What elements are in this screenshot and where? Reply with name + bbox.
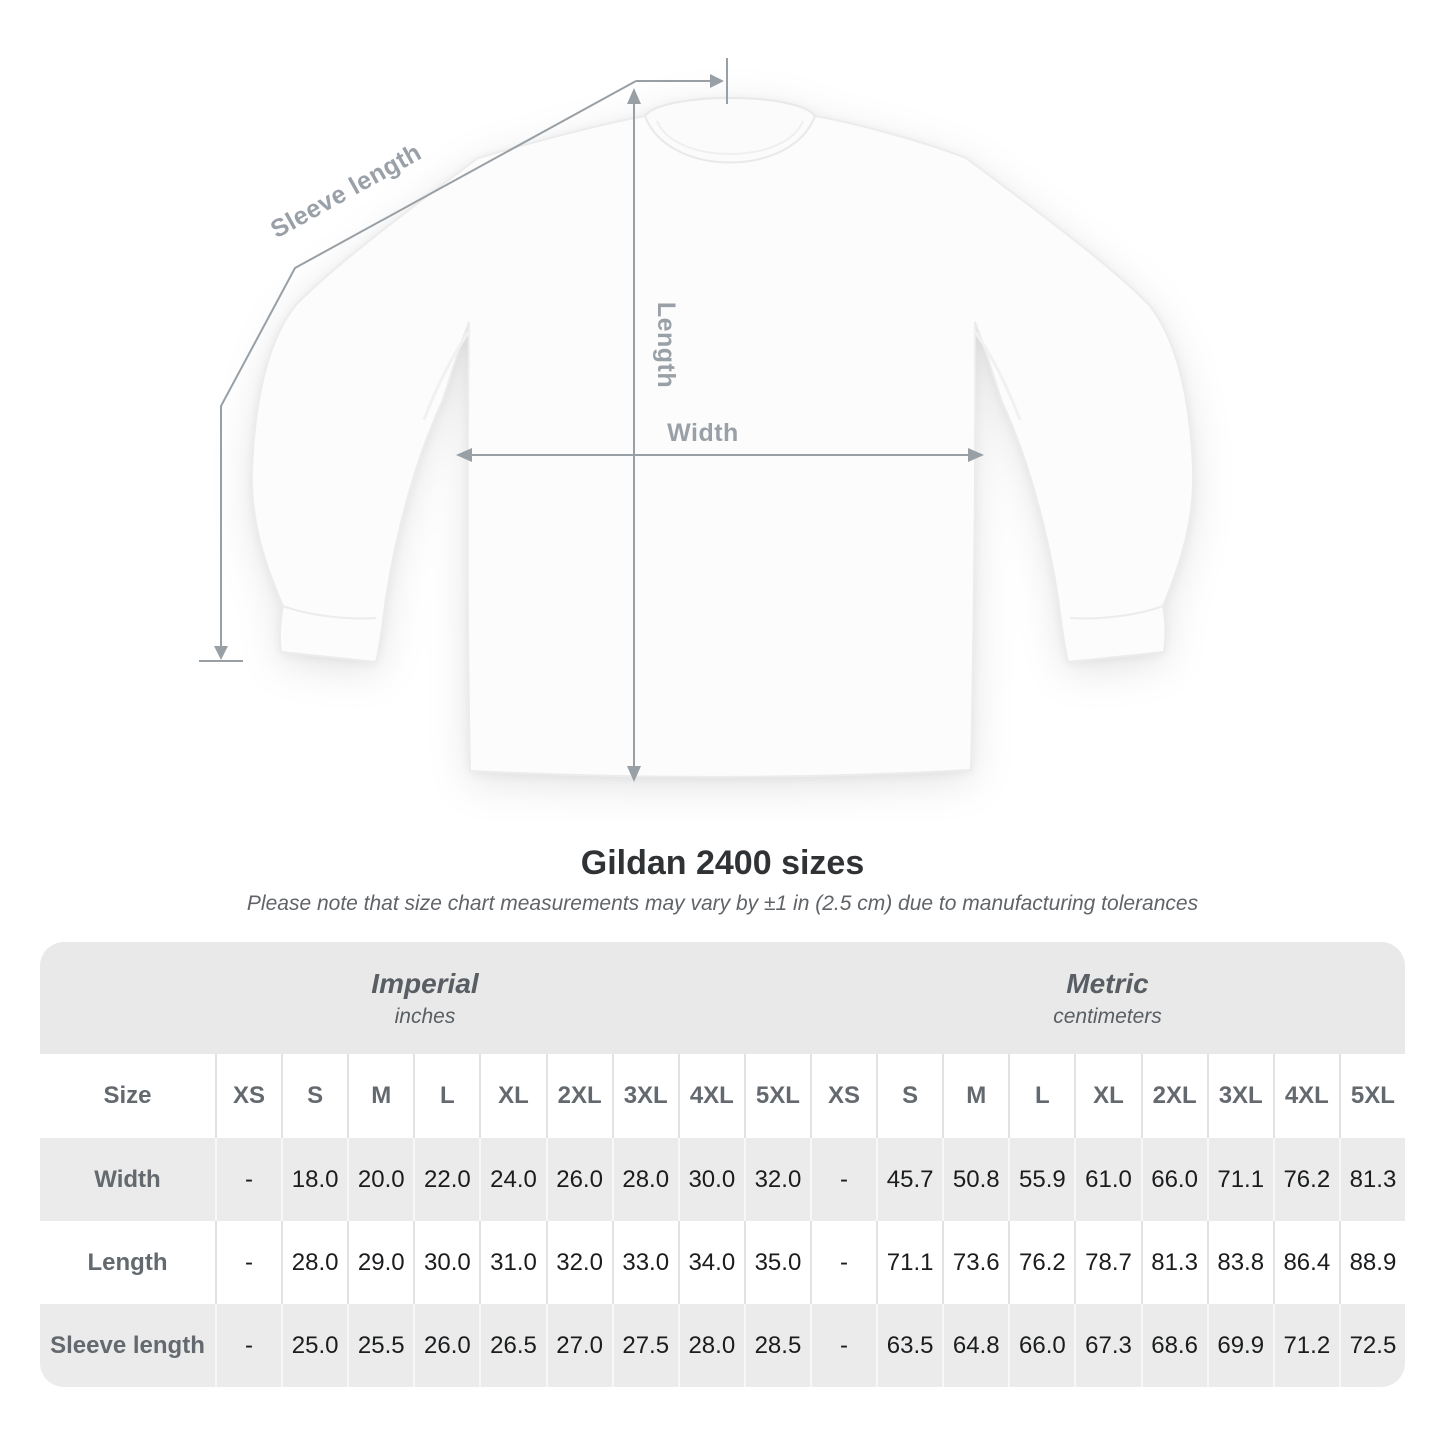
size-header-metric-4xl: 4XL: [1273, 1054, 1339, 1138]
table-cell: -: [810, 1221, 876, 1304]
width-label: Width: [667, 419, 739, 447]
table-cell: 67.3: [1074, 1304, 1140, 1387]
row-label-sleeve-length: Sleeve length: [50, 1331, 205, 1359]
table-cell: 50.8: [942, 1138, 1008, 1221]
size-table: [40, 942, 1405, 1387]
table-cell: 28.0: [612, 1138, 678, 1221]
table-cell: -: [810, 1304, 876, 1387]
table-cell: 22.0: [413, 1138, 479, 1221]
table-cell: -: [810, 1138, 876, 1221]
table-cell: -: [215, 1138, 281, 1221]
table-cell: 86.4: [1273, 1221, 1339, 1304]
size-header-metric-m: M: [942, 1054, 1008, 1138]
metric-unit: centimeters: [1053, 1004, 1162, 1028]
size-col-header: Size: [103, 1082, 152, 1109]
table-cell: 32.0: [744, 1138, 810, 1221]
metric-title: Metric: [1066, 967, 1149, 999]
size-header-metric-5xl: 5XL: [1339, 1054, 1405, 1138]
table-cell: -: [215, 1304, 281, 1387]
size-header-imperial-xs: XS: [215, 1054, 281, 1138]
table-cell: 76.2: [1273, 1138, 1339, 1221]
table-cell: 30.0: [678, 1138, 744, 1221]
row-label-length: Length: [87, 1248, 168, 1276]
table-cell: 72.5: [1339, 1304, 1405, 1387]
table-cell: 55.9: [1008, 1138, 1074, 1221]
table-cell: 18.0: [281, 1138, 347, 1221]
table-cell: 27.5: [612, 1304, 678, 1387]
table-cell: 33.0: [612, 1221, 678, 1304]
size-header-imperial-5xl: 5XL: [744, 1054, 810, 1138]
table-cell: 61.0: [1074, 1138, 1140, 1221]
table-row-sleeve-length: [40, 1304, 1405, 1387]
table-cell: 81.3: [1141, 1221, 1207, 1304]
size-header-row: [40, 1054, 1405, 1138]
imperial-title: Imperial: [371, 967, 479, 999]
size-header-imperial-m: M: [347, 1054, 413, 1138]
row-label-width: Width: [94, 1165, 161, 1193]
size-header-imperial-l: L: [413, 1054, 479, 1138]
table-cell: 73.6: [942, 1221, 1008, 1304]
size-header-metric-3xl: 3XL: [1207, 1054, 1273, 1138]
table-cell: 28.0: [678, 1304, 744, 1387]
table-cell: 25.5: [347, 1304, 413, 1387]
tolerance-note: Please note that size chart measurements may vary by ±1 in (2.5 cm) due to manufacturing tolerances: [246, 892, 1199, 915]
size-header-metric-l: L: [1008, 1054, 1074, 1138]
table-cell: 26.0: [413, 1304, 479, 1387]
table-cell: 76.2: [1008, 1221, 1074, 1304]
size-header-imperial-xl: XL: [479, 1054, 545, 1138]
table-cell: 27.0: [546, 1304, 612, 1387]
table-cell: 45.7: [876, 1138, 942, 1221]
table-cell: 28.5: [744, 1304, 810, 1387]
table-cell: 32.0: [546, 1221, 612, 1304]
table-cell: 34.0: [678, 1221, 744, 1304]
size-header-imperial-4xl: 4XL: [678, 1054, 744, 1138]
table-cell: 26.0: [546, 1138, 612, 1221]
table-cell: 78.7: [1074, 1221, 1140, 1304]
table-cell: 83.8: [1207, 1221, 1273, 1304]
table-cell: 31.0: [479, 1221, 545, 1304]
metric-header: [810, 942, 1405, 1054]
page-title: Gildan 2400 sizes: [580, 844, 865, 882]
table-cell: 69.9: [1207, 1304, 1273, 1387]
size-header-imperial-s: S: [281, 1054, 347, 1138]
unit-header-band: [40, 942, 1405, 1054]
table-cell: 26.5: [479, 1304, 545, 1387]
table-cell: 64.8: [942, 1304, 1008, 1387]
table-row-width: [40, 1138, 1405, 1221]
table-cell: 68.6: [1141, 1304, 1207, 1387]
table-cell: 29.0: [347, 1221, 413, 1304]
table-cell: 71.1: [876, 1221, 942, 1304]
imperial-header: [40, 942, 810, 1054]
table-cell: 24.0: [479, 1138, 545, 1221]
table-cell: 81.3: [1339, 1138, 1405, 1221]
table-row-length: [40, 1221, 1405, 1304]
size-header-imperial-2xl: 2XL: [546, 1054, 612, 1138]
table-cell: 30.0: [413, 1221, 479, 1304]
size-header-metric-s: S: [876, 1054, 942, 1138]
table-cell: 66.0: [1141, 1138, 1207, 1221]
table-cell: 63.5: [876, 1304, 942, 1387]
size-header-metric-2xl: 2XL: [1141, 1054, 1207, 1138]
size-header-metric-xl: XL: [1074, 1054, 1140, 1138]
table-cell: 20.0: [347, 1138, 413, 1221]
table-cell: 71.1: [1207, 1138, 1273, 1221]
table-cell: -: [215, 1221, 281, 1304]
size-header-imperial-3xl: 3XL: [612, 1054, 678, 1138]
imperial-unit: inches: [394, 1004, 456, 1028]
length-label: Length: [652, 301, 680, 389]
table-cell: 66.0: [1008, 1304, 1074, 1387]
size-header-metric-xs: XS: [810, 1054, 876, 1138]
table-cell: 88.9: [1339, 1221, 1405, 1304]
table-cell: 25.0: [281, 1304, 347, 1387]
sleeve-length-label: Sleeve length: [266, 138, 427, 244]
table-cell: 35.0: [744, 1221, 810, 1304]
table-cell: 71.2: [1273, 1304, 1339, 1387]
table-cell: 28.0: [281, 1221, 347, 1304]
